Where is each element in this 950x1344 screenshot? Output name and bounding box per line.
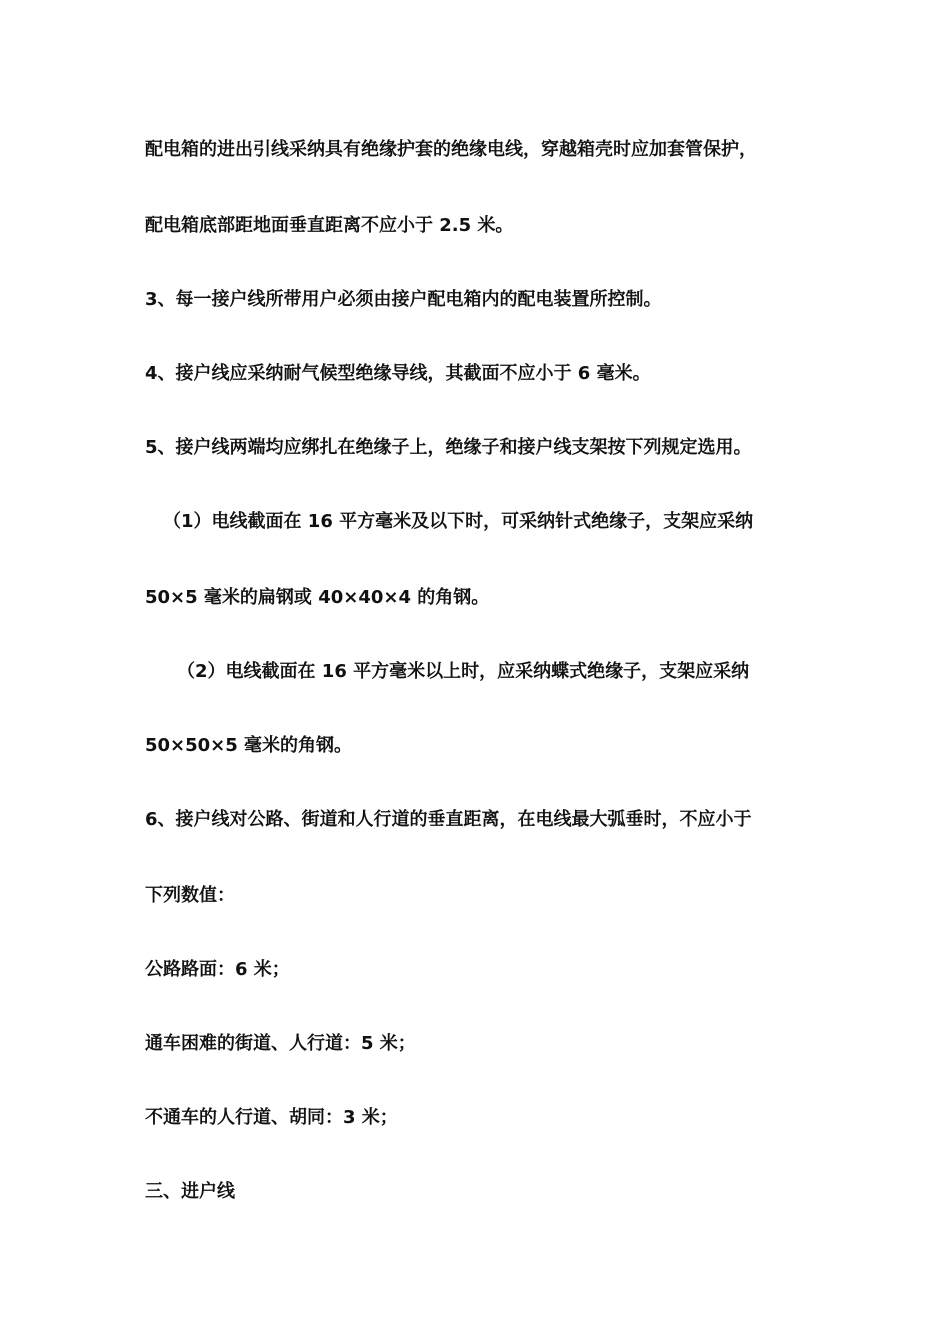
paragraph-line: 5、接户线两端均应绑扎在绝缘子上，绝缘子和接户线支架按下列规定选用。: [145, 437, 752, 458]
paragraph-line: 50×50×5 毫米的角钢。: [145, 735, 353, 756]
paragraph-line: 公路路面：6 米；: [145, 959, 290, 980]
paragraph-line: 配电箱底部距地面垂直距离不应小于 2.5 米。: [145, 215, 514, 236]
paragraph-line: 通车困难的街道、人行道：5 米；: [145, 1033, 416, 1054]
paragraph-line: （1）电线截面在 16 平方毫米及以下时，可采纳针式绝缘子，支架应采纳: [163, 511, 754, 532]
paragraph-line: 6、接户线对公路、街道和人行道的垂直距离，在电线最大弧垂时，不应小于: [145, 809, 752, 830]
paragraph-line: 4、接户线应采纳耐气候型绝缘导线，其截面不应小于 6 毫米。: [145, 363, 651, 384]
section-heading: 三、进户线: [145, 1181, 235, 1202]
paragraph-line: 不通车的人行道、胡同：3 米；: [145, 1107, 398, 1128]
paragraph-line: 下列数值：: [145, 885, 235, 906]
paragraph-line: 50×5 毫米的扁钢或 40×40×4 的角钢。: [145, 587, 490, 608]
paragraph-line: （2）电线截面在 16 平方毫米以上时，应采纳蝶式绝缘子，支架应采纳: [177, 661, 750, 682]
paragraph-line: 3、每一接户线所带用户必须由接户配电箱内的配电装置所控制。: [145, 289, 662, 310]
paragraph-line: 配电箱的进出引线采纳具有绝缘护套的绝缘电线，穿越箱壳时应加套管保护，: [145, 139, 757, 160]
